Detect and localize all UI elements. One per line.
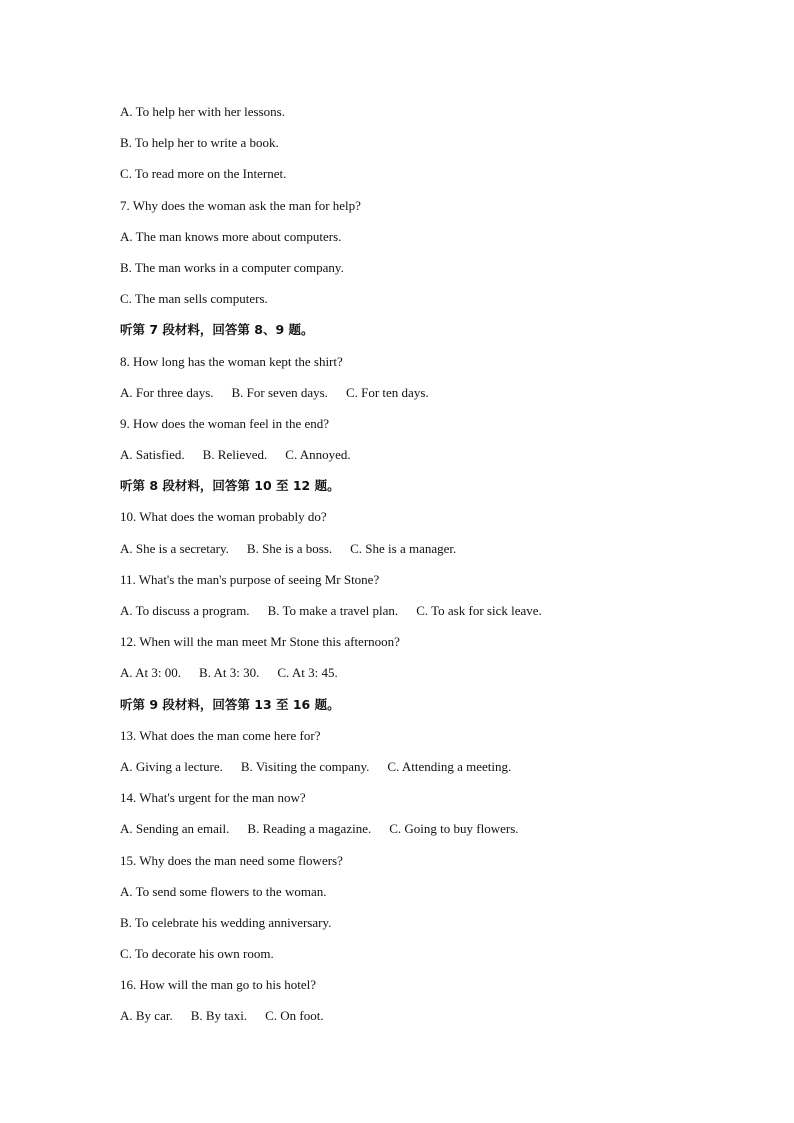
question-text: 14. What's urgent for the man now?	[120, 790, 306, 806]
answer-option: A. To discuss a program.	[120, 603, 250, 618]
answer-option: A. Satisfied.	[120, 447, 185, 463]
answer-option: C. To read more on the Internet.	[120, 166, 287, 182]
answer-options-row	[120, 819, 760, 850]
answer-option: A. For three days.	[120, 384, 214, 400]
answer-option: C. To ask for sick leave.	[416, 603, 542, 618]
answer-option: A. The man knows more about computers.	[120, 228, 342, 244]
answer-option: C. Annoyed.	[285, 447, 351, 463]
question-text: 8. How long has the woman kept the shirt?	[120, 353, 343, 369]
answer-option: A. She is a secretary.	[120, 540, 229, 556]
answer-options-row	[120, 601, 760, 632]
answer-options-row	[120, 383, 760, 414]
answer-option: A. To send some flowers to the woman.	[120, 883, 327, 899]
question-text: 11. What's the man's purpose of seeing Mr Stone?	[120, 571, 380, 587]
answer-option: C. She is a manager.	[350, 540, 457, 556]
answer-option: A. To help her with her lessons.	[120, 104, 285, 119]
question-text: 12. When will the man meet Mr Stone this afternoon?	[120, 634, 400, 650]
answer-option: C. For ten days.	[345, 384, 429, 400]
answer-option: B. To celebrate his wedding anniversary.	[120, 914, 332, 930]
answer-option: C. The man sells computers.	[120, 291, 268, 307]
answer-option: B. By taxi.	[190, 1008, 248, 1024]
answer-option: C. Attending a meeting.	[387, 758, 512, 774]
answer-option: A. At 3: 00.	[120, 665, 182, 681]
answer-options-row	[120, 445, 760, 476]
answer-option: C. Going to buy flowers.	[389, 821, 519, 837]
section-heading: 听第 7 段材料，回答第 8、9 题。	[120, 322, 314, 338]
question-text: 13. What does the man come here for?	[120, 727, 321, 743]
section-heading: 听第 9 段材料，回答第 13 至 16 题。	[120, 696, 340, 712]
answer-option: A. By car.	[120, 1008, 173, 1024]
answer-option: B. At 3: 30.	[199, 665, 260, 681]
answer-option: B. For seven days.	[231, 384, 328, 400]
answer-option: B. Relieved.	[202, 447, 268, 463]
question-text: 7. Why does the woman ask the man for help?	[120, 197, 361, 213]
answer-option: A. Sending an email.	[120, 821, 230, 837]
answer-option: B. To make a travel plan.	[267, 603, 399, 618]
answer-options-row	[120, 757, 760, 788]
answer-option: C. At 3: 45.	[277, 665, 338, 681]
answer-options-row	[120, 1006, 760, 1037]
exam-page	[120, 102, 760, 1038]
question-text: 9. How does the woman feel in the end?	[120, 415, 330, 431]
answer-option: B. To help her to write a book.	[120, 135, 279, 151]
answer-option: B. She is a boss.	[246, 540, 333, 556]
question-text: 15. Why does the man need some flowers?	[120, 852, 343, 868]
answer-option: A. Giving a lecture.	[120, 758, 223, 774]
answer-option: C. On foot.	[265, 1008, 324, 1024]
answer-options-row	[120, 663, 760, 694]
section-heading: 听第 8 段材料，回答第 10 至 12 题。	[120, 478, 340, 494]
answer-option: B. The man works in a computer company.	[120, 259, 344, 275]
answer-option: B. Reading a magazine.	[247, 821, 372, 837]
answer-option: C. To decorate his own room.	[120, 946, 274, 962]
answer-options-row	[120, 539, 760, 570]
question-text: 10. What does the woman probably do?	[120, 509, 327, 525]
answer-option: B. Visiting the company.	[240, 758, 370, 774]
question-text: 16. How will the man go to his hotel?	[120, 977, 317, 993]
